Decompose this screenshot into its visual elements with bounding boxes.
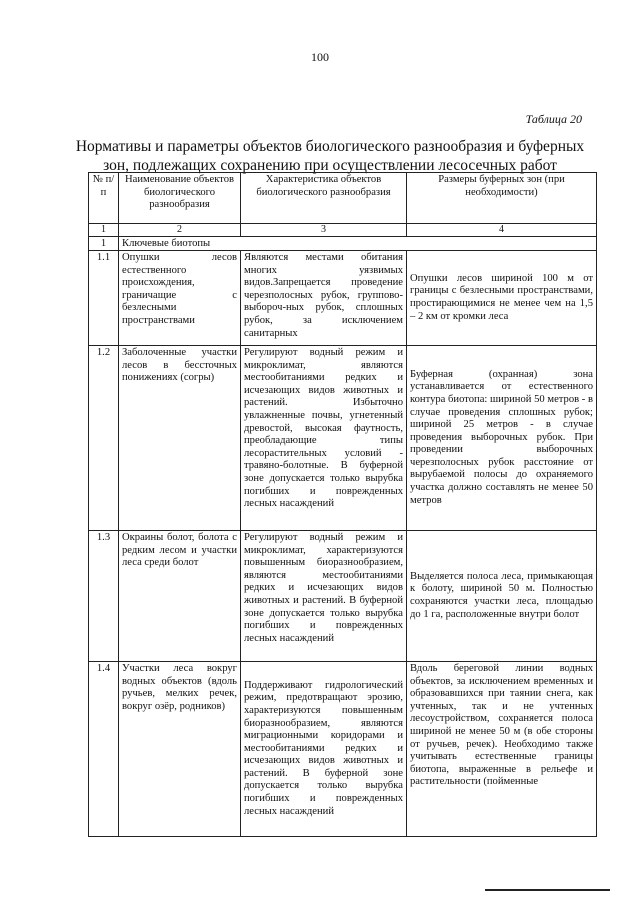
- row-buffer-zone: Выделяется полоса леса, примыкающая к болоту, шириной 50 м. Полностью сохраняются участки леса, площадью до 1 га, расположенные внутри болот: [407, 531, 597, 662]
- header-name: Наименование объектов биологического разнообразия: [119, 173, 241, 224]
- column-number: 3: [241, 224, 407, 237]
- bottom-rule: [485, 889, 610, 891]
- row-object-name: Участки леса вокруг водных объектов (вдоль ручьев, мелких речек, вокруг озёр, родников): [119, 662, 241, 837]
- row-object-name: Окраины болот, болота с редким лесом и участки леса среди болот: [119, 531, 241, 662]
- column-number: 2: [119, 224, 241, 237]
- row-object-name: Опушки лесов естественного происхождения, граничащие с безлесными пространствами: [119, 251, 241, 346]
- biodiversity-table: [88, 172, 597, 837]
- section-number: 1: [89, 237, 119, 251]
- row-buffer-zone: Вдоль береговой линии водных объектов, за исключением временных и образовавшихся при таянии снега, как учтенных, так и не учтенных лесоустройством, сохраняется полоса шириной не менее 50 м (в обе стороны от ручьев, речек). Необходимо также учитывать естественные границы биотопа, выраженные в рельефе и растительности (пойменные: [407, 662, 597, 837]
- row-number: 1.3: [89, 531, 119, 662]
- row-number: 1.2: [89, 346, 119, 531]
- row-number: 1.1: [89, 251, 119, 346]
- row-characteristic: Являются местами обитания многих уязвимых видов.Запрещается проведение черезполосных рубок, группово-выбороч-ных рубок, сплошных рубок, за исключением санитарных: [241, 251, 407, 346]
- section-label: Ключевые биотопы: [119, 237, 597, 251]
- row-number: 1.4: [89, 662, 119, 837]
- header-buffer: Размеры буферных зон (при необходимости): [407, 173, 597, 224]
- row-buffer-zone: Опушки лесов шириной 100 м от границы с безлесными пространствами, простирающимися не менее чем на 1,5 – 2 км от кромки леса: [407, 251, 597, 346]
- header-number: № п/п: [89, 173, 119, 224]
- table-row: [89, 251, 597, 346]
- table-label: Таблица 20: [525, 112, 582, 126]
- table-header-row: [89, 173, 597, 224]
- row-buffer-zone: Буферная (охранная) зона устанавливается от естественного контура биотопа: шириной 50 метров - в случае проведения сплошных рубок; шириной 25 метров - в случае проведения выборочных рубок. При проведении выборочных черезполосных рубок расстояние от вырубаемой полосы до охраняемого участка должно составлять не менее 50 метров: [407, 346, 597, 531]
- row-characteristic: Поддерживают гидрологический режим, предотвращают эрозию, характеризуются повышенным биоразнообразием, являются миграционными коридорами и местообитаниями редких и исчезающих видов животных и растений. В буферной зоне допускается только вырубка погибших и поврежденных лесных насаждений: [241, 662, 407, 837]
- row-characteristic: Регулируют водный режим и микроклимат, характеризуются повышенным биоразнообразием, являются местообитаниями редких и исчезающих видов животных и растений. В буферной зоне допускается только вырубка погибших и поврежденных лесных насаждений: [241, 531, 407, 662]
- document-title: Нормативы и параметры объектов биологического разнообразия и буферных зон, подлежащих сохранению при осуществлении лесосечных работ: [75, 138, 585, 174]
- column-numbers-row: [89, 224, 597, 237]
- column-number: 1: [89, 224, 119, 237]
- table-row: [89, 662, 597, 837]
- row-object-name: Заболоченные участки лесов в бессточных понижениях (согры): [119, 346, 241, 531]
- table-row: [89, 531, 597, 662]
- page-number: 100: [311, 50, 329, 64]
- section-row: [89, 237, 597, 251]
- row-characteristic: Регулируют водный режим и микроклимат, являются местообитаниями редких и исчезающих видов животных и растений. Избыточно увлажненные почвы, угнетенный древостой, высокая фаутность, преобладающие типы лесорастительных условий - травяно-болотные. В буферной зоне допускается только вырубка погибших и поврежденных лесных насаждений: [241, 346, 407, 531]
- table-row: [89, 346, 597, 531]
- header-characteristic: Характеристика объектов биологического разнообразия: [241, 173, 407, 224]
- column-number: 4: [407, 224, 597, 237]
